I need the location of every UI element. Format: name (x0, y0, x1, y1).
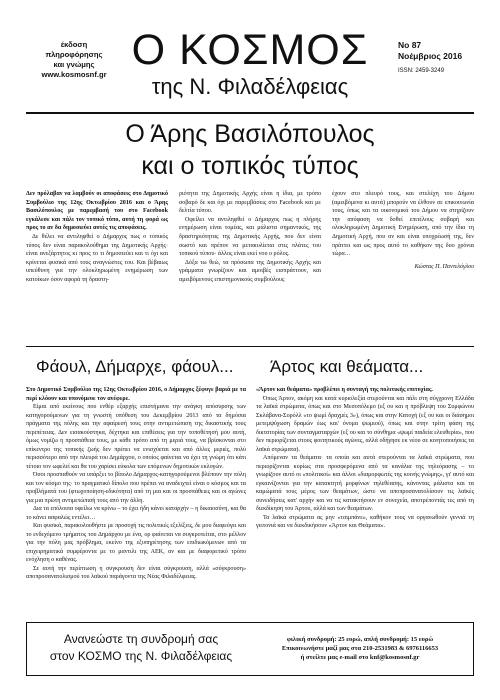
subscription-prices: φιλική συνδρομή: 25 ευρώ, απλή συνδρομή: 15 ευρώ (286, 636, 434, 643)
subscribe-call (41, 631, 241, 665)
subscription-box (26, 622, 474, 676)
issue-info (398, 40, 478, 76)
paragraph: Δια τα επόλοιπα οφείλω να κρίνω – το έχει ήδη κάνει καταρχήν – η δικαιοσύνη, και θα το κάνει ασφαλώς εντέλει… (26, 506, 246, 521)
paragraph: ριότητα της Δημοτικής Αρχής είναι η ίδια, με τρόπο σοβαρό δε και όχι με παρεμβάσεις στο Facebook και με δελτία τύπου. (179, 191, 321, 215)
paragraph: Και φυσικά, παρακολουθήστε με προσοχή τις πολιτικές εξελίξεις, δε μου διαφεύγει και το ενδεχόμενο τμήματος του Δημάρχου με ένα, ορ φαίνεται να συγκροτείται, στο μέλλον για την πόλη μας πρόβλημα, εκείνο της εξυπηρέτησης των επιδιωκόμενων από τα επιχειρηματικά συμφέροντα με το μαντιλι της ΑΕΚ, αν και με διαφορετικό τρόπο ενόχληση ο καθένας. (26, 523, 246, 563)
main-article-column-1 (26, 190, 168, 285)
headline-line: και ο τοπικός τύπος (141, 152, 359, 180)
article-title-artos: Άρτος και θεάματα... (270, 357, 424, 376)
paragraph: Σε αυτή την περίπτωση η συγκρουση δεν είναι σύγκρουση, αλλά «σύγκρουση» αποπροσανατολισμού του λαϊκού παράγοντα της Νέας Φιλαδέλφειας. (26, 565, 246, 580)
issue-number: Νο 87 (398, 40, 422, 50)
headline-line: Ο Άρης Βασιλόπουλος (125, 120, 375, 148)
issue-date: Νοέμβριος 2016 (398, 51, 463, 61)
issn: ISSN: 2459-3249 (398, 68, 445, 74)
paragraph: Δεν πρόλαβαν να λαμβούν οι αποφάσεις στο Δημοτικό Συμβούλιο της 12ης Οκτωβρίου 2016 και ο Άρης Βασιλόπουλος με παρεμβασή του στο Facebook εγκάλεσε και πάλι τον τοπικό τύπο, αυτή τη φορά ως προς το αν δα δημοσιεύει αυτές τις αποφάσεις. (26, 191, 168, 232)
website-link[interactable]: www.kosmosnf.gr (41, 70, 107, 79)
section-divider (26, 346, 474, 347)
main-article-column-3 (332, 190, 474, 271)
masthead (26, 26, 474, 112)
main-article-body (26, 190, 474, 342)
article-faoul-body (26, 386, 246, 582)
paragraph: Είμαι από εκείνους που ενθέρ εξαρχής επιστήμανα την ανάγκη απόσυρσης των κατηγορούμενων για τη γνωστή υπόθεση του Δεκεμβρίου 2013 από τα δημόσια πράγματα της πόλης και την αφαίρεσή τους στην αντιμετώπιση της δικαστικής τους περιπέτειας. Δεν εισακούστηκα, δέχτηκα και επιθέσεις για την τοποθέτησή μου αυτή, όμως νομίζω η προσπάθεια τους, με κάθε τρόπο από τη μεριά τους, να βρίσκονται στο επίκεντρο της τοπικής ζωής δεν πρέπει να ενισχύεται και από άλλες μεριές, πολύ περισσότερο από την πλευρά του Δημάρχου, ο οποίος φαίνεται να έχει τη γνώμη ότι κάτι τέτοιο τον ωφελεί και θα του χαρίσει εύκολα των επόμενων δημοτικών εκλογών. (26, 404, 246, 470)
paragraph: Όσοι προσπαθούν να υπάρξει το βίπολο Δήμαρχος-κατηγορούμενοι βλέπουν την πόλη και τον κόσμο της· το πραγματικό δίπολο που πρέπει να αναδειχτεί είναι ο κόσμος και τα προβλήματά του (φτωχοποίηση-εδικότητα) από τη μια και οι προσπάθειες και οι αγώνες για μια πρώτη αντιμετώπισή τους από την άλλη. (26, 472, 246, 504)
masthead-divider (26, 112, 474, 114)
article-title-faoul: Φάουλ, Δήμαρχε, φάουλ... (36, 357, 234, 376)
paragraph: Οφείλει να αντιληφθεί ο Δήμαρχος πως η πλήρης ενημέρωση είναι τομέας, και μάλιστα σημαντικός, της δραστηριότητας της Δημοτικής Αρχής, που δεν είναι σωστό και πρέπον να μετακυλίεται στις πλάτες του τοπικού τύπου· άλλος είναι εκεί νου ο ρόλος. (179, 216, 321, 258)
author-signature: Κώστας Π. Παντελόγλου (414, 263, 474, 270)
article-lead: «Άρτον και θεάματα» προβλέπει η συνταγή της πολιτικής επιτυχίας. (256, 387, 433, 393)
paragraph: Όπως Άρτον, ακόμη και κατά κυριολεξία στερούνται και πάλι στη σύγχρονη Ελλάδα τα λαϊκά στρώματα, όπως και στο Μεσοπόλεμο (εξ ου και η πρόβλεψη του Συμφώνου Σκλάβανα-Σορόλλ «το ψωμί δραχμές 3»), όπως και στην Κατοχή (εξ ου και οι διάσημοι μετεμψύχωση δραμών έως και' όνομα ψωμιού), όπως και στην τρίτη φάση της δικτατορίας των συνταγματαρχών (εξ ου και το σύνθημα «ψωμί παιδεία ελευθερία», που δεν περιορίζεται στους φοιτητικούς αγώνες, αλλά οδήγησε εκ νέου σε κινητοποιήσεις τα λαϊκά στρώματα). (256, 395, 474, 453)
paragraph: Απόμεναν τα θεάματα· τα οποία και αυτά στερούνται τα λαϊκά στρώματα, που περιορίζονται κυρίως στα προσφερόμενα από τα κανάλια της τηλεόρασης – το γνωρίζουν αυτό οι «πολιτικοί» και άλλοι «διαμορφωτές της κοινής γνώμης», γι' αυτό και εγκαινίζονται για την κατακτητή μορφίνων τηλεθέασης, κάνοντας μάλιστα και τα καμώματά τους μέρος των θεαμάτων, ώστε να αποπροσανατολίσουν τις λαϊκές συνειδήσεις κατ' αρχήν και να τις κατακτήσουν εν συνεχεία, αποτρέποντάς τες από τη διεκδίκηση του Άρτου, αλλά και των θεαμάτων. (256, 455, 474, 512)
article-lead: Στο Δημοτικό Συμβούλιο της 12ης Οκτωβρίου 2016, ο Δήμαρχος ξέφυγε βαριά με τα περί κλόουν και υπονόμευε τον ανέφερε. (26, 387, 246, 402)
main-article-column-2 (179, 190, 321, 285)
newspaper-subtitle: της Ν. Φιλαδέλφειας (151, 74, 349, 99)
tagline-line: έκδοση (60, 40, 88, 49)
paragraph: Τα λαϊκά στρώματα ας μην «τσιμπάνε», καθήκον τους να οργανωθούν γεννιά τη γειτονιά και να διεκδικήσουν «Άρτον και Θεάματα». (256, 514, 474, 529)
contact-phones: Επικοινωνήστε μαζί μας στα 210-2531983 & 6976116653 (281, 645, 439, 652)
paragraph: Δόξα τω θεώ, τα πρόσωπα της Δημοτικής Αρχής και γράμματα γνωρίζουν και αμοιβές εισπράττουν, και αμειβόμενους επιστημονικούς συμβούλους (179, 259, 321, 283)
paragraph: έχουν στο πλευρό τους, και στελέχη του Δήμου (αμειβόμενα κι αυτά) μπορούν να έλθουν σε επικοινωνία τους, όπως και τα οικονομικά του Δήμου να στηρίζουν την απόφαση να δοθεί επιτέλους σοβαρή και ολοκληρωμένη Δημοτική Ενημέρωση, από την ίδια τη Δημοτική Αρχή, που αν και είναι υποχρέωσή της, δεν πράττει και ως προς αυτό το καθήκον της δυο χρόνια τώρα… (332, 191, 474, 258)
contact-email[interactable]: ή στείλτε μας e-mail στο knf@kosmosnf.gr (300, 654, 420, 661)
subscribe-line: στον ΚΟΣΜΟ της Ν. Φιλαδέλφειας (49, 649, 233, 663)
newspaper-title: Ο ΚΟΣΜΟΣ (131, 26, 369, 74)
subscription-details (251, 635, 469, 662)
masthead-tagline (26, 40, 122, 80)
paragraph: Δε θέλει να αντιληφθεί ο Δήμαρχος πως ο τοπικός τύπος δεν είναι παρακολούθημα της Δημοτικής Αρχής· είναι ανεξάρτητος κι προς το τι δημοσιεύει και τι όχι και κρίνεται φυσικά από τους αναγνώστες του. Και βέβαιως υπεύθυνη για την ολοκληρωμένη ενημέρωση των κατοίκων όσον αφορά τη δραστη- (26, 233, 168, 283)
subscribe-line: Ανανεώστε τη συνδρομή σας (63, 632, 219, 646)
tagline-line: και γνώμης (53, 60, 95, 69)
tagline-line: πληροφόρησης (45, 50, 103, 59)
article-artos-body (256, 386, 474, 531)
main-headline (26, 118, 474, 182)
